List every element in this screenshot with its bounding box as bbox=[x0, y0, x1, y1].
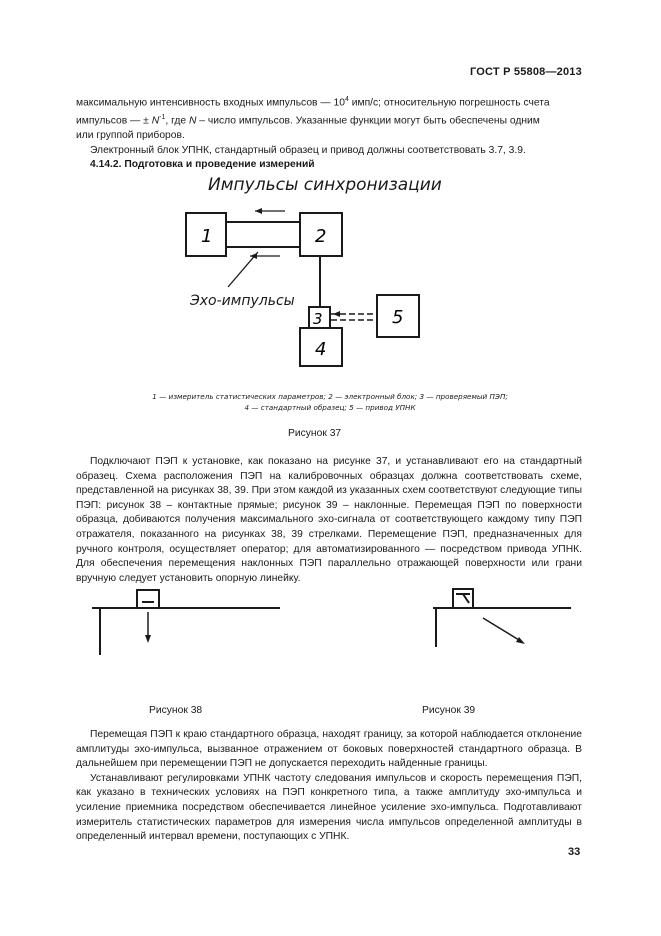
caption-line-1: 1 — измеритель статистических параметров; 2 — электронный блок; 3 — проверяемый ПЭП; bbox=[152, 392, 508, 401]
echo-pulses-label: Эхо-импульсы bbox=[190, 293, 295, 309]
box-3-label: 3 bbox=[313, 310, 323, 328]
figure-37-diagram bbox=[0, 0, 661, 380]
figure-38-diagram bbox=[80, 585, 280, 665]
figure-38-title: Рисунок 38 bbox=[149, 705, 203, 716]
paragraph-boundary: Перемещая ПЭП к краю стандартного образца, находят границу, за которой наблюдается отклонение амплитуды эхо-импульса, вызванное отражением от боковых поверхностей стандартного образца. В дальнейшем при перемещении ПЭП не допускается переходить найденные границы. bbox=[76, 729, 582, 770]
document-header: ГОСТ Р 55808—2013 bbox=[470, 66, 582, 78]
straight-probe bbox=[137, 590, 159, 608]
caption-line-2: 4 — стандартный образец; 5 — привод УПНК bbox=[244, 402, 416, 412]
paragraph-requirements: Электронный блок УПНК, стандартный образец и привод должны соответствовать 3.7, 3.9. bbox=[90, 144, 526, 156]
top-line-1: максимальную интенсивность входных импульсов — $10^4$ имп/с; относительную погрешность счета bbox=[76, 96, 550, 109]
paragraph-settings: Устанавливают регулировками УПНК частоту следования импульсов и скорость перемещения ПЭП, как указано в технических условиях на ПЭП конкретного типа, а также амплитуду эхо-импульса и усиление приемника посредством обеспечивается линейное усиление эхо-импульса. Подготавливают измеритель статистических параметров для измерения числа импульсов определенной амплитуды в определенный интервал времени, поступающих с УПНК. bbox=[76, 772, 582, 843]
figure-39-title: Рисунок 39 bbox=[422, 705, 476, 716]
sync-pulses-label: Импульсы синхронизации bbox=[208, 175, 442, 195]
figure-37-caption bbox=[100, 392, 560, 413]
box-2-label: 2 bbox=[315, 226, 327, 247]
subheading-4-14-2: 4.14.2. Подготовка и проведение измерений bbox=[90, 159, 315, 171]
box-4-label: 4 bbox=[315, 339, 327, 360]
sync-arrowhead-icon bbox=[255, 208, 262, 214]
body-paragraph: Подключают ПЭП к установке, как показано на рисунке 37, и устанавливают его на стандартный образец. Схема расположения ПЭП на калибровочных образцах должна соответствовать схеме, представленной на рисунках 38, 39. При этом каждой из указанных схем соответствуют следующие типы ПЭП: рисунок 38 – контактные прямые; рисунок 39 – наклонные. Перемещая ПЭП по поверхности образца, добиваются получения максимального эхо-сигнала от соответствующего каждому типу ПЭП отражателя, показанного на рисунках 38, 39 стрелками. Перемещение ПЭП, предназначенных для ручного контроля, осуществляет оператор; для автоматизированного — посредством привода УПНК. Для обеспечения перемещения наклонных ПЭП параллельно отражающей поверхности или грани вручную следует установить опорную линейку. bbox=[76, 456, 582, 584]
echo-leader-line bbox=[228, 252, 258, 287]
top-line-3: или группой приборов. bbox=[76, 130, 185, 142]
angle-probe bbox=[453, 589, 473, 608]
beam-arrow-icon bbox=[145, 635, 151, 643]
top-line-2: импульсов — ± $N^{-1}$, где N – число импульсов. Указанные функции могут быть обеспечены одним bbox=[76, 114, 540, 127]
box-5-label: 5 bbox=[392, 307, 404, 328]
angled-beam-arrow-icon bbox=[516, 637, 525, 644]
bottom-text-block bbox=[76, 728, 582, 845]
figure-39-diagram bbox=[425, 585, 575, 665]
box-1-label: 1 bbox=[201, 226, 213, 247]
figure-37-title: Рисунок 37 bbox=[288, 428, 342, 439]
probe-marker-d bbox=[463, 594, 469, 603]
body-paragraph-block bbox=[76, 455, 582, 586]
link-arrowhead-icon bbox=[333, 311, 340, 317]
angled-beam-line bbox=[483, 618, 519, 640]
page-number: 33 bbox=[568, 846, 581, 858]
